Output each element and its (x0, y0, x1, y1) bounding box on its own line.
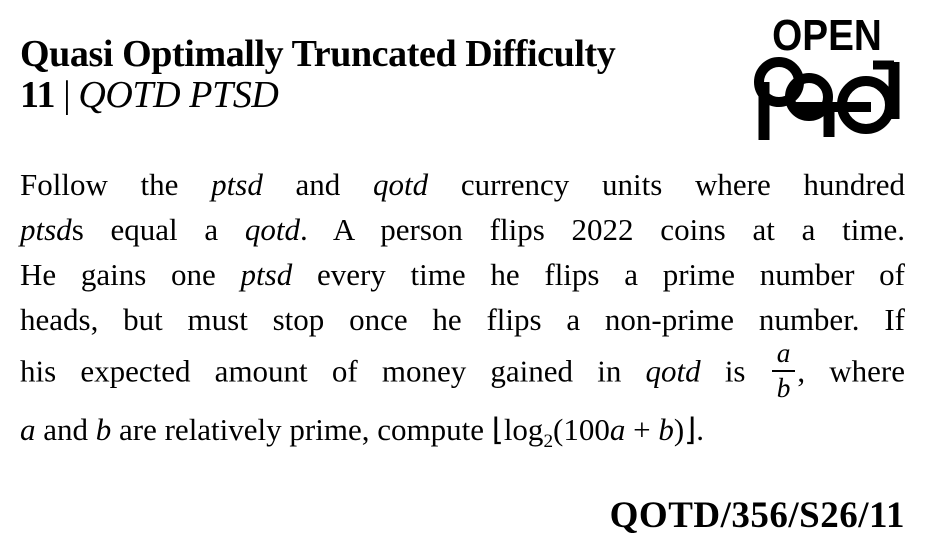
text-segment: a (609, 412, 626, 448)
text-segment: are relatively prime, compute (111, 412, 492, 448)
text-segment: ptsd (20, 212, 72, 247)
problem-line (20, 407, 905, 452)
text-segment: )⌋. (673, 412, 705, 448)
text-segment: Follow the (20, 167, 212, 202)
text-segment: b (658, 412, 674, 448)
problem-line (20, 207, 905, 252)
openpotd-logo (749, 11, 905, 142)
title-separator: | (63, 74, 71, 117)
text-segment: He gains one (20, 257, 241, 292)
fraction-denominator: b (776, 372, 791, 403)
fraction-numerator: a (772, 338, 796, 372)
problem-reference: QOTD/356/S26/11 (609, 495, 905, 536)
text-segment: 2 (543, 431, 554, 453)
text-segment: is (700, 353, 770, 389)
text-segment: . A person flips 2022 coins at a time. (300, 212, 905, 247)
text-segment: ptsd (240, 257, 293, 292)
page-title (20, 34, 615, 116)
text-segment: (100 (553, 412, 610, 448)
problem-statement (20, 162, 905, 452)
text-segment: qotd (373, 167, 429, 202)
problem-line (20, 252, 905, 297)
text-segment: , where (797, 353, 905, 389)
text-segment: currency units where hundred (428, 167, 905, 202)
title-line1: Quasi Optimally Truncated Difficulty (20, 33, 616, 75)
text-segment: and (35, 412, 96, 448)
text-segment: ptsd (211, 167, 263, 202)
text-segment: b (95, 412, 112, 448)
problem-line (20, 297, 905, 342)
text-segment: ⌊log (491, 412, 544, 448)
problem-line (20, 162, 905, 207)
problem-number: 11 (20, 74, 56, 117)
problem-line (20, 338, 905, 407)
title-subtitle: QOTD PTSD (78, 74, 279, 117)
text-segment: qotd (645, 353, 701, 389)
potd-monogram-icon (751, 56, 903, 142)
text-segment: and (262, 167, 374, 202)
text-segment: every time he flips a prime number of (292, 257, 905, 292)
open-wordmark: OPEN (772, 11, 882, 60)
text-segment: a (20, 412, 36, 448)
text-segment: his expected amount of money gained in (20, 353, 646, 389)
text-segment: s equal a (71, 212, 245, 247)
document-header (20, 12, 905, 142)
text-segment: qotd (244, 212, 301, 247)
text-segment: + (625, 412, 659, 448)
text-segment: heads, but must stop once he flips a non-prime number. If (20, 302, 905, 337)
fraction-a-over-b (772, 338, 796, 403)
